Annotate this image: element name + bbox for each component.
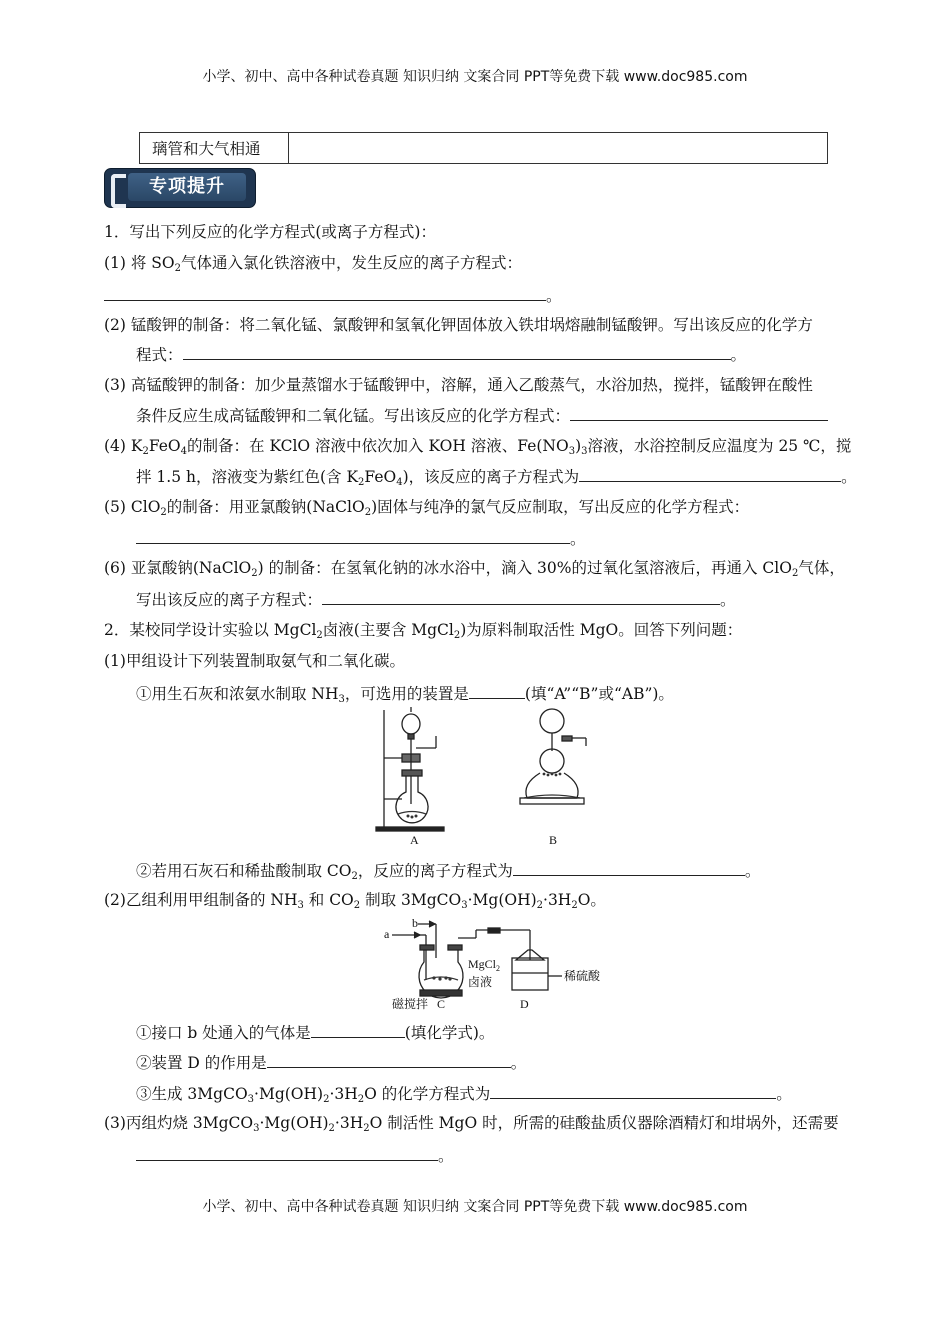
apparatus-label-d: D [520,997,529,1011]
answer-blank[interactable] [570,405,828,421]
apparatus-label-c: C [437,997,446,1011]
answer-blank[interactable] [267,1052,511,1068]
q2-part1-q2: ②若用石灰石和稀盐酸制取 $CO_2$，反应的离子方程式为 。 [136,862,761,882]
dilute-acid-label: 稀硫酸 [564,969,601,983]
q2-part2: (2)乙组利用甲组制备的 $NH_3$ 和 $CO_2$ 制取 $3MgCO_3\cdot Mg(OH)_2\cdot 3H_2O$。 [104,891,606,911]
q1-part5-answer: 。 [136,528,586,549]
q2-part2-q2: ②装置 D 的作用是 。 [136,1054,527,1072]
q2-part1: (1)甲组设计下列装置制取氨气和二氧化碳。 [104,652,405,670]
q1-part4-line1: (4) $K_2FeO_4$的制备：在 KClO 溶液中依次加入 KOH 溶液、$Fe(NO_3)_3$溶液，水浴控制反应温度为 25 ℃，搅 [104,437,852,457]
answer-blank[interactable] [183,344,731,360]
q2-intro: 2．某校同学设计实验以 MgCl$_2$卤液(主要含 MgCl$_2$)为原料制取活性 MgO。回答下列问题： [104,621,743,641]
table-cell: 璃管和大气相通 [140,133,289,164]
apparatus-label-b: B [549,833,558,847]
q2-part2-q1: ①接口 b 处通入的气体是 (填化学式)。 [136,1024,495,1042]
q2-part2-q3: ③生成 $3MgCO_3\cdot Mg(OH)_2\cdot 3H_2O$ 的化学方程式为 。 [136,1085,792,1105]
page-footer: 小学、初中、高中各种试卷真题 知识归纳 文案合同 PPT等免费下载 www.doc985.com [202,1199,748,1215]
apparatus-label-a: A [410,833,419,847]
q2-part3-answer: 。 [136,1145,454,1166]
q1-part3-line1: (3) 高锰酸钾的制备：加少量蒸馏水于锰酸钾中，溶解，通入乙酸蒸气，水浴加热，搅拌，锰酸钾在酸性 [104,376,813,394]
apparatus-figure-ab [372,706,612,848]
answer-blank[interactable] [104,285,546,301]
answer-blank[interactable] [469,683,525,699]
q1-part3-line2: 条件反应生成高锰酸钾和二氧化锰。写出该反应的化学方程式： [136,405,828,426]
q2-part3: (3)丙组灼烧 $3MgCO_3\cdot Mg(OH)_2\cdot 3H_2O$ 制活性 MgO 时，所需的硅酸盐质仪器除酒精灯和坩埚外，还需要 [104,1114,839,1134]
q1-part4-line2: 拌 1.5 h，溶液变为紫红色(含 $K_2FeO_4$)，该反应的离子方程式为 。 [136,468,857,488]
brine-label: 卤液 [468,975,493,989]
q1-intro: 1．写出下列反应的化学方程式(或离子方程式)： [104,223,436,241]
section-banner [104,168,256,208]
q1-part2-line2: 程式： 。 [136,346,747,364]
answer-blank[interactable] [513,860,745,876]
inlet-label-b: b [412,916,418,930]
stirrer-label: 磁搅拌 [392,997,429,1011]
answer-blank[interactable] [579,466,841,482]
q1-part6-line1: (6) 亚氯酸钠(NaClO$_2$) 的制备：在氢氧化钠的冰水浴中，滴入 30%的过氧化氢溶液后，再通入 ClO$_2$气体， [104,559,845,579]
inlet-label-a: a [384,927,390,941]
answer-blank[interactable] [322,589,720,605]
q1-part5: (5) ClO$_2$的制备：用亚氯酸钠(NaClO$_2$)固体与纯净的氯气反应制取，写出反应的化学方程式： [104,498,750,518]
q1-part1: (1) 将 $SO_2$气体通入氯化铁溶液中，发生反应的离子方程式： [104,254,523,274]
q1-part1-answer: 。 [104,285,562,306]
continued-table [139,132,828,164]
apparatus-figure-cd [380,916,601,1014]
answer-blank[interactable] [136,528,570,544]
q2-part1-q1: ①用生石灰和浓氨水制取 $NH_3$，可选用的装置是 (填“A”“B”或“AB”)。 [136,685,674,705]
table-cell [289,133,828,164]
mgcl2-label: MgCl$_2$ [468,957,501,973]
answer-blank[interactable] [311,1022,405,1038]
q1-part2-line1: (2) 锰酸钾的制备：将二氧化锰、氯酸钾和氢氧化钾固体放入铁坩埚熔融制锰酸钾。写出该反应的化学方 [104,316,813,334]
q1-part6-line2: 写出该反应的离子方程式： 。 [136,591,736,609]
section-title: 专项提升 [128,173,246,201]
answer-blank[interactable] [136,1145,438,1161]
bracket-icon [111,174,126,208]
page-header: 小学、初中、高中各种试卷真题 知识归纳 文案合同 PPT等免费下载 www.doc985.com [202,69,748,85]
answer-blank[interactable] [490,1083,776,1099]
